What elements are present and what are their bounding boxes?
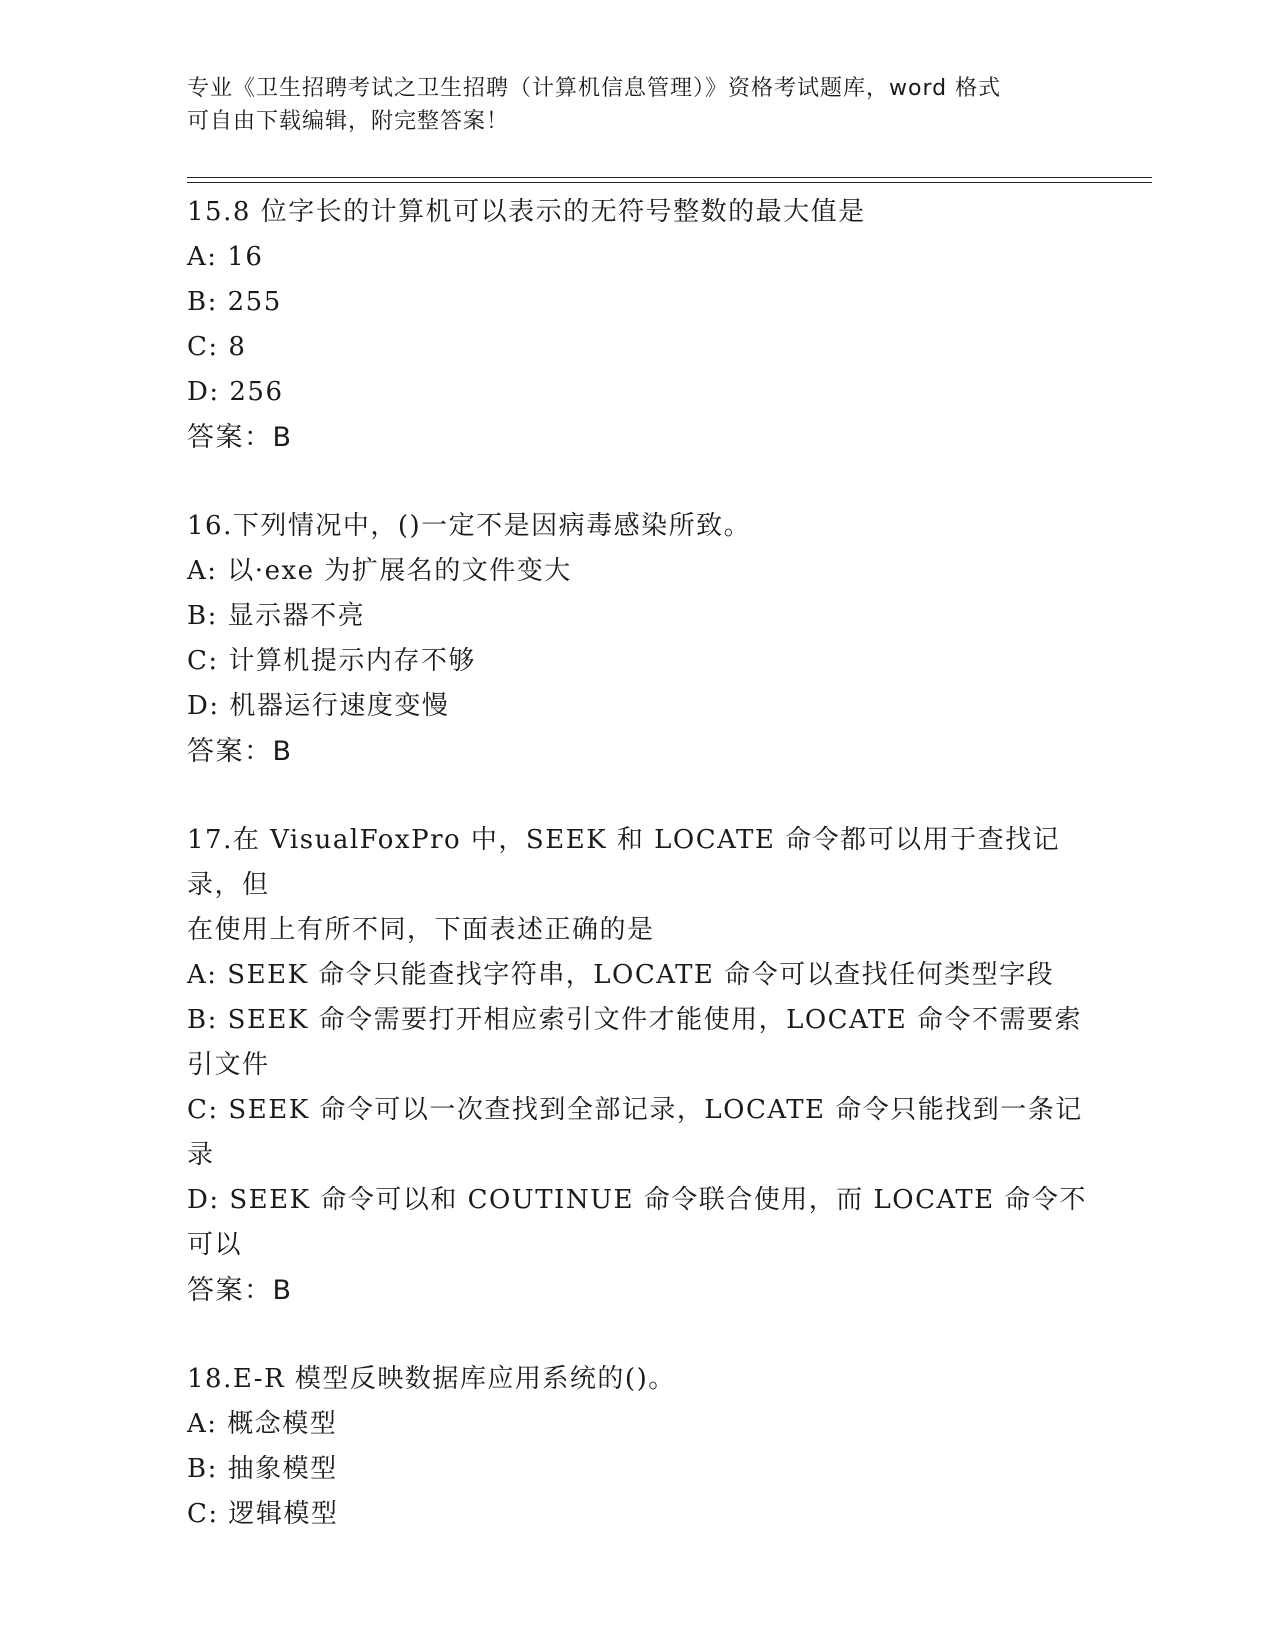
option-b: B: SEEK 命令需要打开相应索引文件才能使用，LOCATE 命令不需要索 <box>187 1005 1083 1035</box>
option-a: A: 概念模型 <box>187 1409 338 1439</box>
header-line-2: 可自由下载编辑，附完整答案！ <box>187 109 510 134</box>
document-header <box>187 72 1087 138</box>
question-16 <box>187 504 1087 774</box>
option-c: C: 8 <box>187 332 247 362</box>
answer: 答案：B <box>187 736 293 767</box>
option-b: B: 抽象模型 <box>187 1454 338 1484</box>
option-a: A: 以·exe 为扩展名的文件变大 <box>187 556 572 586</box>
header-line-1: 专业《卫生招聘考试之卫生招聘（计算机信息管理）》资格考试题库，word 格式 <box>187 76 1002 101</box>
question-text-line-2: 在使用上有所不同，下面表述正确的是 <box>187 915 655 945</box>
question-text: 18.E-R 模型反映数据库应用系统的()。 <box>187 1364 676 1394</box>
option-d: D: 机器运行速度变慢 <box>187 691 450 721</box>
option-c: C: 计算机提示内存不够 <box>187 646 476 676</box>
option-a: A: 16 <box>187 242 264 272</box>
option-a: A: SEEK 命令只能查找字符串，LOCATE 命令可以查找任何类型字段 <box>187 960 1055 990</box>
option-c: C: SEEK 命令可以一次查找到全部记录，LOCATE 命令只能找到一条记 <box>187 1095 1083 1125</box>
option-b: B: 255 <box>187 287 282 317</box>
question-text-line-1: 17.在 VisualFoxPro 中，SEEK 和 LOCATE 命令都可以用于查找记录，但 <box>187 825 1061 900</box>
question-text: 15.8 位字长的计算机可以表示的无符号整数的最大值是 <box>187 197 866 227</box>
question-18 <box>187 1357 1087 1537</box>
answer: 答案：B <box>187 1275 293 1306</box>
option-d: D: 256 <box>187 377 284 407</box>
question-list <box>187 190 1087 1581</box>
option-c-continued: 录 <box>187 1140 215 1170</box>
option-b: B: 显示器不亮 <box>187 601 366 631</box>
question-17 <box>187 818 1087 1313</box>
option-b-continued: 引文件 <box>187 1050 270 1080</box>
header-rule-top <box>187 177 1152 178</box>
question-text: 16.下列情况中，()一定不是因病毒感染所致。 <box>187 511 752 541</box>
answer: 答案：B <box>187 422 293 453</box>
option-c: C: 逻辑模型 <box>187 1499 339 1529</box>
question-15 <box>187 190 1087 460</box>
header-rule-bottom <box>187 182 1152 183</box>
option-d: D: SEEK 命令可以和 COUTINUE 命令联合使用，而 LOCATE 命令不可以 <box>187 1185 1087 1260</box>
